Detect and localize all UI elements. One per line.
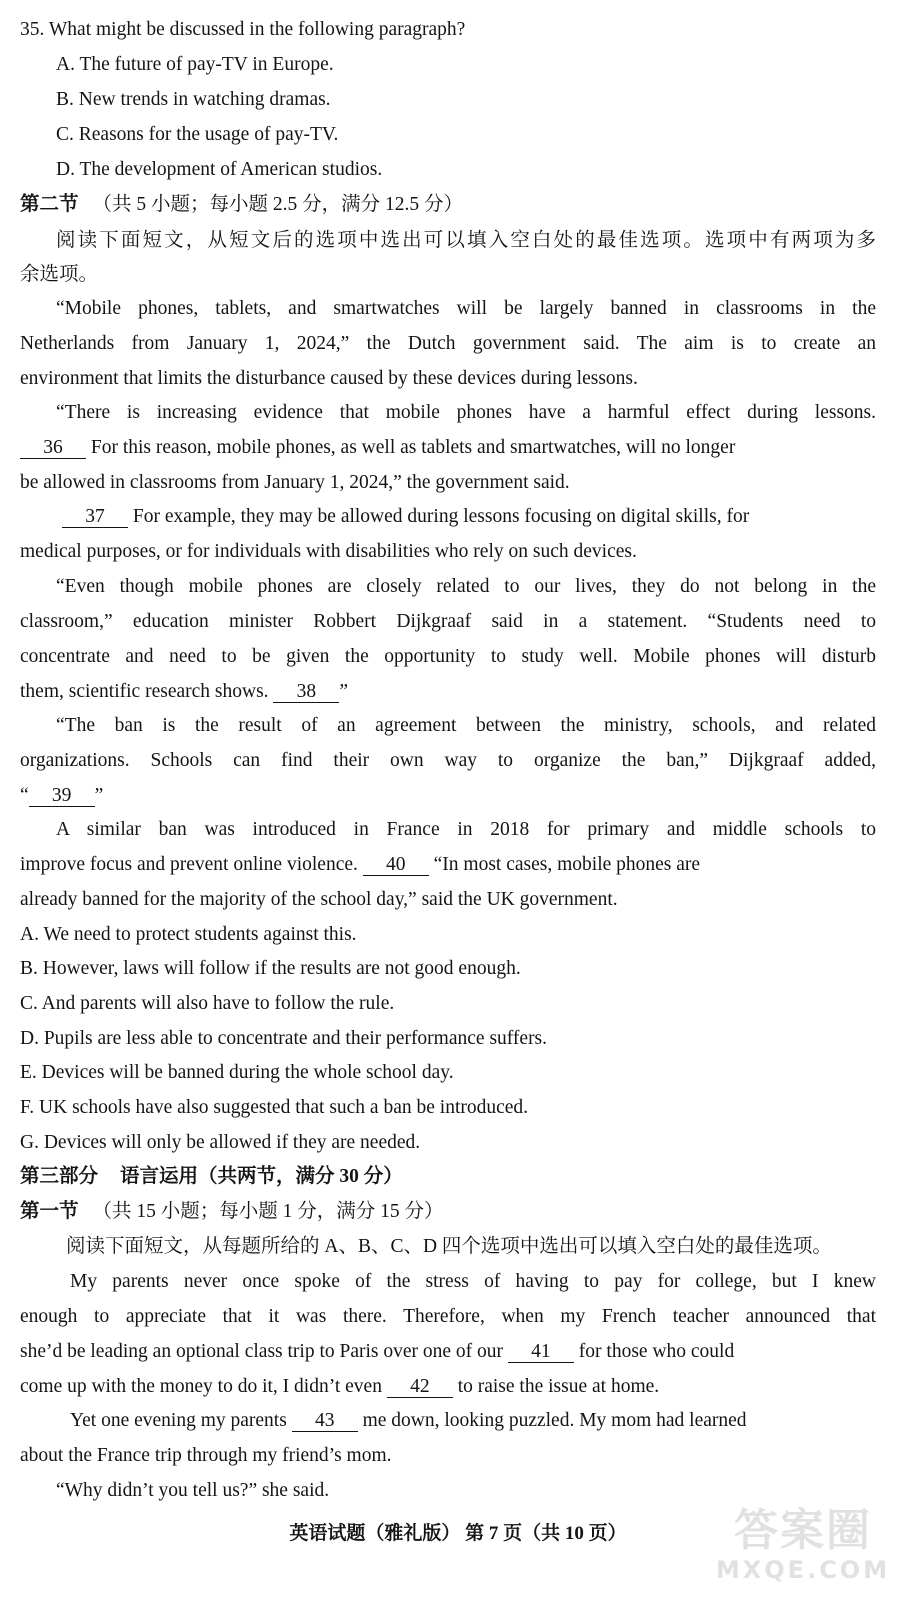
passage-p1-line2: Netherlands from January 1, 2024,” the Dutch government said. The aim is to create an (20, 333, 876, 354)
section1-meta: （共 15 小题；每小题 1 分，满分 15 分） (92, 1201, 444, 1222)
passage-p2-line2-text: For this reason, mobile phones, as well as tablets and smartwatches, will no longer (86, 437, 736, 458)
blank-37[interactable]: 37 (62, 507, 128, 528)
passage-p6-line3: already banned for the majority of the school day,” said the UK government. (20, 889, 618, 910)
blank-43[interactable]: 43 (292, 1411, 358, 1432)
passage-p3-line1-text: For example, they may be allowed during lessons focusing on digital skills, for (128, 506, 750, 527)
passage-p3-line1 (62, 504, 876, 530)
q35-option-d: D. The development of American studios. (56, 159, 383, 180)
passage-p2-line3: be allowed in classrooms from January 1, 2024,” the government said. (20, 472, 570, 493)
passage-p4-line1: “Even though mobile phones are closely related to our lives, they do not belong in the (56, 576, 876, 597)
passage-p1-line1: “Mobile phones, tablets, and smartwatches will be largely banned in classrooms in the (56, 298, 876, 319)
section2-option-g: G. Devices will only be allowed if they are needed. (20, 1132, 421, 1153)
section2-option-b: B. However, laws will follow if the results are not good enough. (20, 958, 521, 979)
passage-p5-line3 (20, 783, 876, 809)
passage-p6-line2-end: “In most cases, mobile phones are (428, 854, 701, 875)
passage-p2-line2 (20, 435, 876, 461)
passage-p1-line3: environment that limits the disturbance caused by these devices during lessons. (20, 368, 638, 389)
section2-title: 第二节 (20, 194, 79, 215)
passage-p4-line4 (20, 679, 876, 705)
section2-instruction-line1: 阅读下面短文，从短文后的选项中选出可以填入空白处的最佳选项。选项中有两项为多 (56, 230, 876, 251)
passage-p6-line2 (20, 852, 876, 878)
section2-meta: （共 5 小题；每小题 2.5 分，满分 12.5 分） (92, 194, 464, 215)
blank-41[interactable]: 41 (508, 1342, 574, 1363)
passage2-p2-line1 (70, 1408, 876, 1434)
blank-42[interactable]: 42 (387, 1377, 453, 1398)
passage-p4-line2: classroom,” education minister Robbert Dijkgraaf said in a statement. “Students need to (20, 611, 876, 632)
section2-option-a: A. We need to protect students against this. (20, 924, 357, 945)
q35-option-a: A. The future of pay-TV in Europe. (56, 54, 334, 75)
passage-p6-line1: A similar ban was introduced in France in 2018 for primary and middle schools to (56, 819, 876, 840)
section1-heading (20, 1199, 876, 1225)
passage2-p1-line2: enough to appreciate that it was there. Therefore, when my French teacher announced that (20, 1306, 876, 1327)
passage2-p1-line3-end: for those who could (573, 1341, 735, 1362)
passage2-p1-line1: My parents never once spoke of the stress of having to pay for college, but I knew (70, 1271, 876, 1292)
section2-heading (20, 192, 876, 218)
passage-p5-close-quote: ” (94, 785, 104, 806)
passage2-p3-line1: “Why didn’t you tell us?” she said. (56, 1480, 330, 1501)
blank-39[interactable]: 39 (29, 786, 95, 807)
watermark-logo (708, 1506, 898, 1594)
blank-36[interactable]: 36 (20, 438, 86, 459)
watermark-text-top: 答案圈 (734, 1505, 872, 1556)
watermark-text-bottom: MXQE.COM (715, 1556, 891, 1584)
passage-p5-line2: organizations. Schools can find their own way to organize the ban,” Dijkgraaf added, (20, 750, 876, 771)
passage2-p1-line3-text: she’d be leading an optional class trip to Paris over one of our (20, 1341, 508, 1362)
passage2-p1-line3 (20, 1339, 876, 1365)
passage-p5-open-quote: “ (20, 785, 29, 806)
section1-instruction: 阅读下面短文，从每题所给的 A、B、C、D 四个选项中选出可以填入空白处的最佳选项。 (66, 1236, 832, 1257)
passage-p2-line1: “There is increasing evidence that mobile phones have a harmful effect during lessons. (56, 402, 876, 423)
part3-title: 第三部分 (20, 1166, 99, 1187)
part3-subtitle: 语言运用（共两节，满分 30 分） (120, 1166, 403, 1187)
question-35-stem: 35. What might be discussed in the following paragraph? (20, 19, 466, 40)
passage-p6-line2-text: improve focus and prevent online violence. (20, 854, 363, 875)
q35-option-b: B. New trends in watching dramas. (56, 89, 331, 110)
passage-p3-line2: medical purposes, or for individuals with disabilities who rely on such devices. (20, 541, 637, 562)
passage-p4-line3: concentrate and need to be given the opportunity to study well. Mobile phones will disturb (20, 646, 876, 667)
passage-p5-line1: “The ban is the result of an agreement between the ministry, schools, and related (56, 715, 876, 736)
blank-40[interactable]: 40 (363, 855, 429, 876)
page-footer: 英语试题（雅礼版） 第 7 页（共 10 页） (289, 1523, 627, 1544)
section2-option-c: C. And parents will also have to follow the rule. (20, 993, 395, 1014)
passage2-p2-line2: about the France trip through my friend’s mom. (20, 1445, 392, 1466)
passage-p4-line4-end: ” (339, 681, 349, 702)
passage2-p1-line4 (20, 1374, 876, 1400)
section2-instruction-line2: 余选项。 (20, 264, 99, 285)
section2-option-e: E. Devices will be banned during the whole school day. (20, 1062, 454, 1083)
section2-option-d: D. Pupils are less able to concentrate and their performance suffers. (20, 1028, 548, 1049)
passage2-p2-line1-end: me down, looking puzzled. My mom had learned (357, 1410, 747, 1431)
section2-option-f: F. UK schools have also suggested that such a ban be introduced. (20, 1097, 529, 1118)
q35-option-c: C. Reasons for the usage of pay-TV. (56, 124, 339, 145)
section1-title: 第一节 (20, 1201, 79, 1222)
passage2-p2-line1-text: Yet one evening my parents (70, 1410, 292, 1431)
part3-heading (20, 1164, 876, 1190)
passage2-p1-line4-text: come up with the money to do it, I didn’t even (20, 1376, 387, 1397)
passage2-p1-line4-end: to raise the issue at home. (452, 1376, 660, 1397)
passage-p4-line4-text: them, scientific research shows. (20, 681, 274, 702)
blank-38[interactable]: 38 (273, 682, 339, 703)
